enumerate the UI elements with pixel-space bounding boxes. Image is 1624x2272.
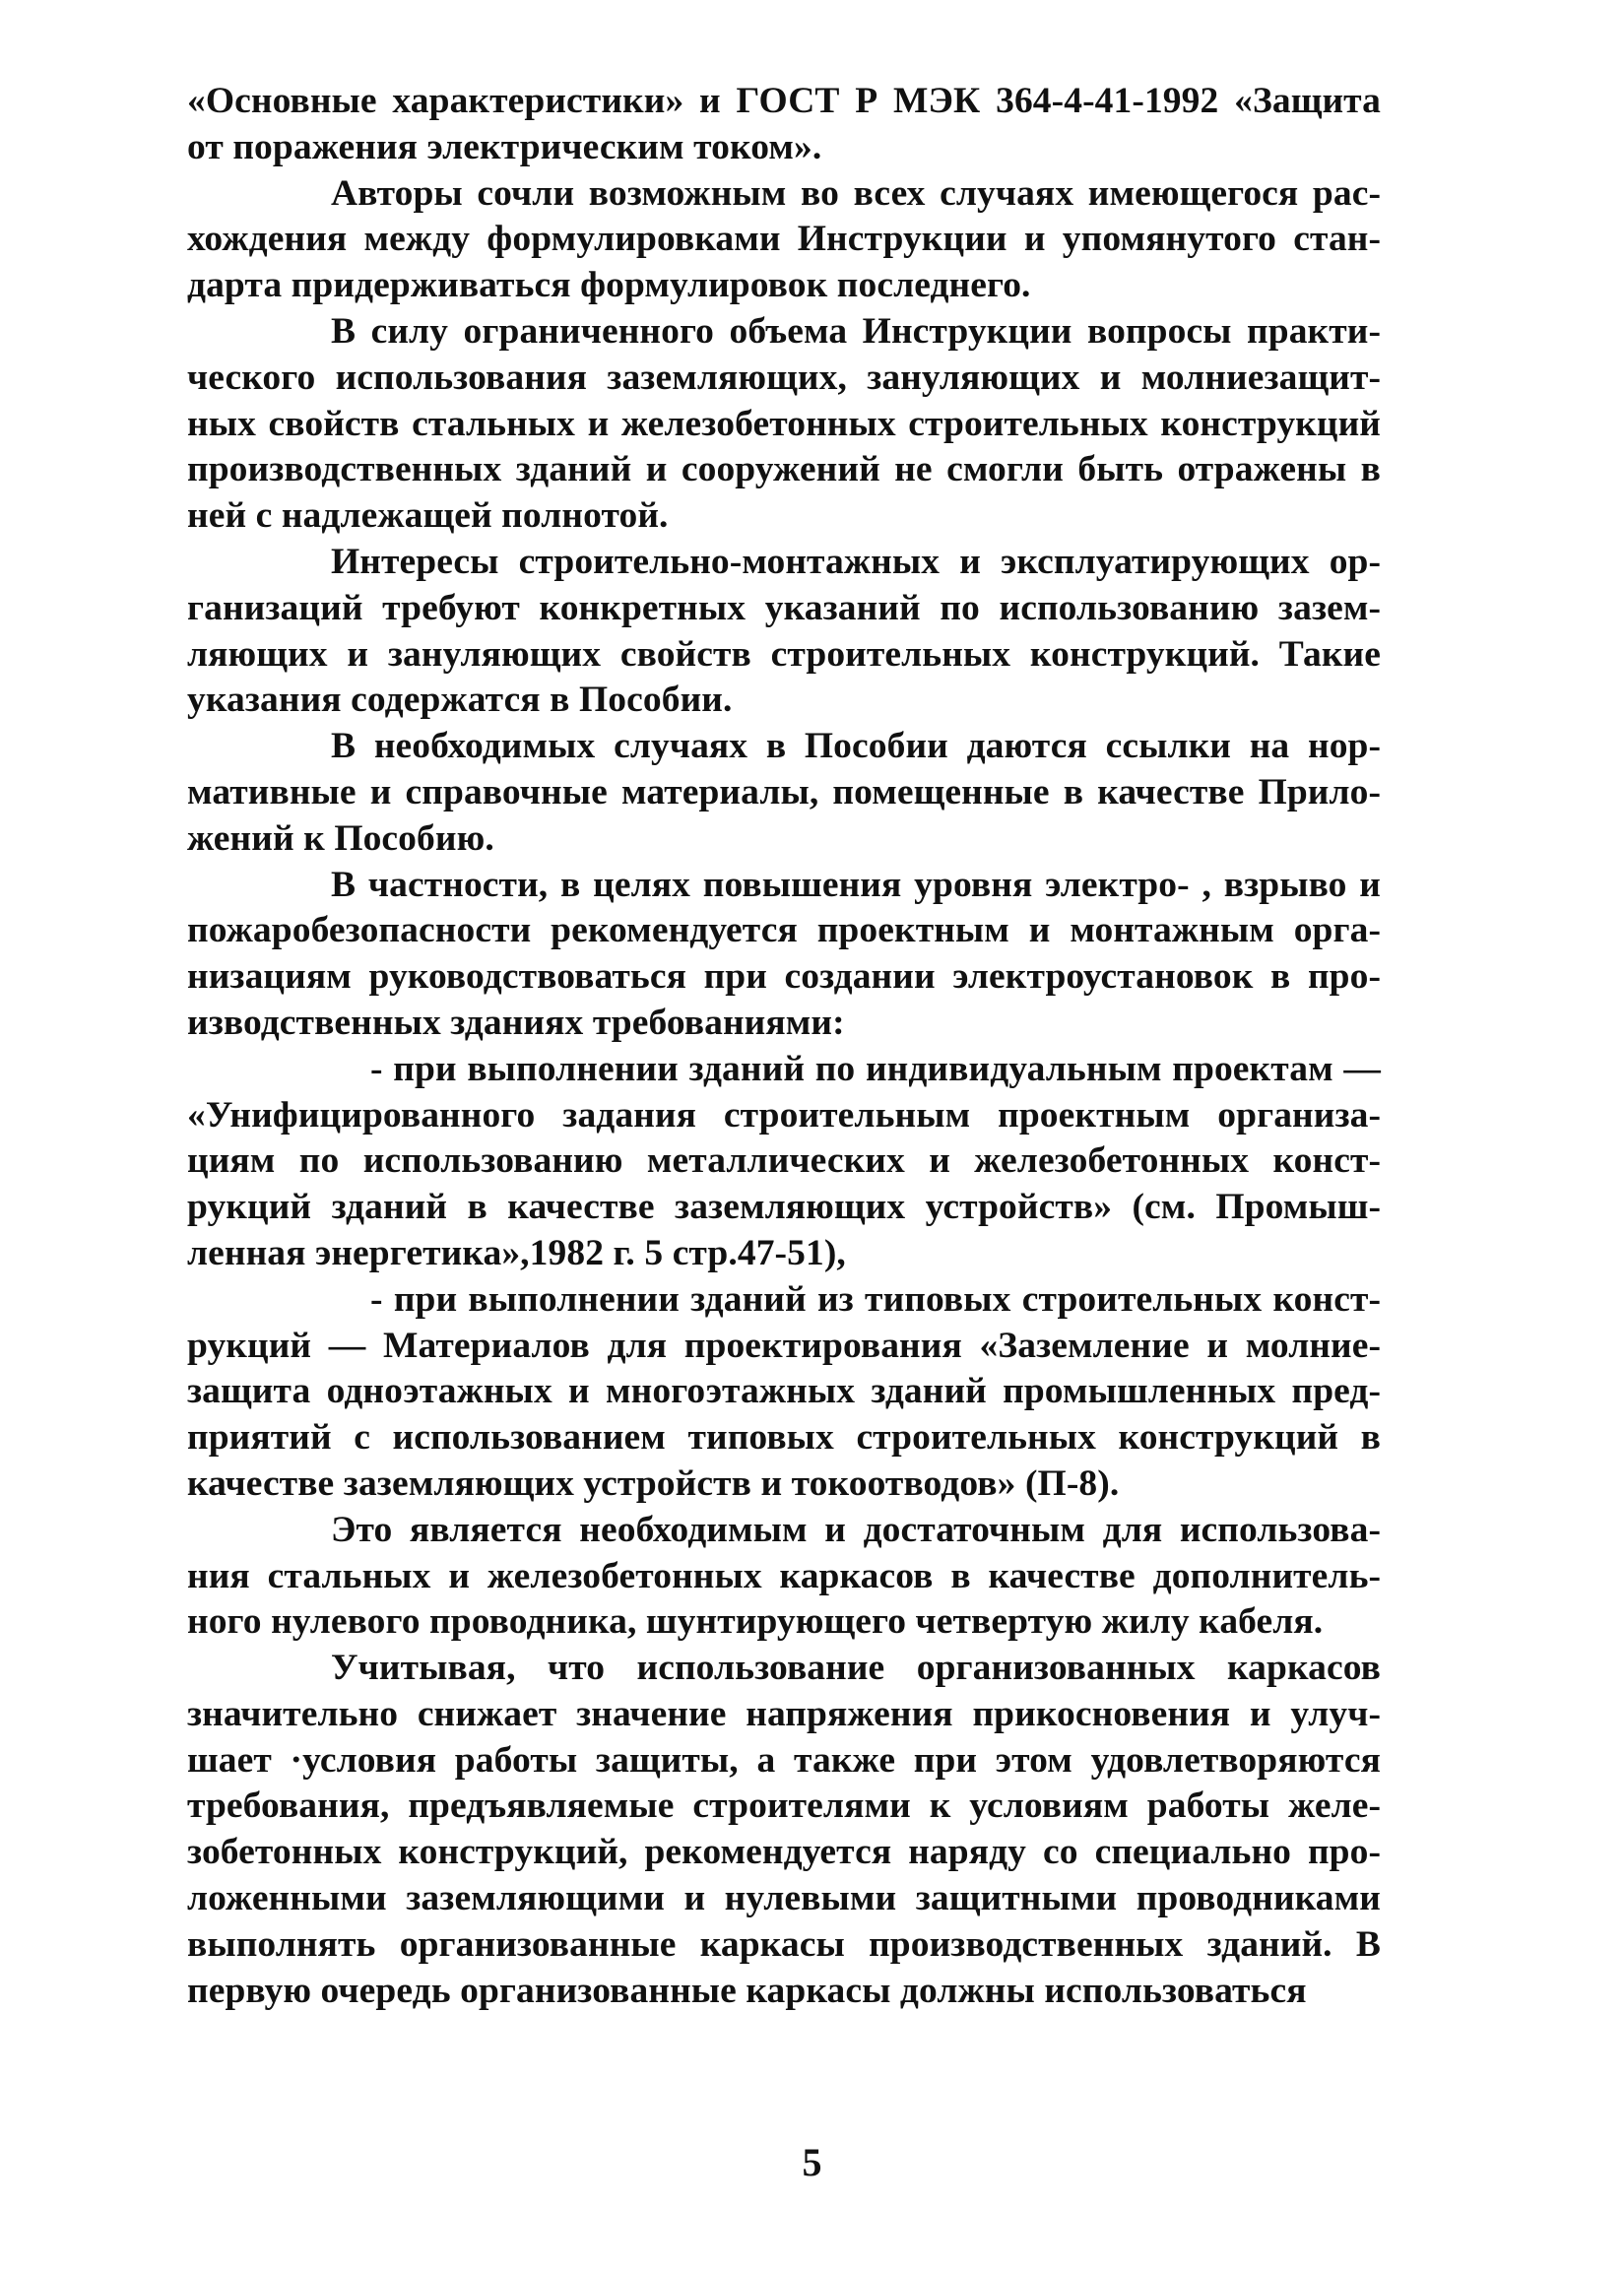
list-item-typical-constructions: - при выполнении зданий из типовых строительных конструкций — Материалов для проектирования «Заземление и молниезащита одноэтажных и многоэтажных зданий промышленных предприятий с использованием типовых строительных конструкций в качестве заземляющих устройств и токоотводов» (П-8). bbox=[187, 1278, 1381, 1504]
paragraph-references: В необходимых случаях в Пособии даются ссылки на нормативные и справочные материалы, помещенные в качестве Приложений к Пособию. bbox=[187, 726, 1381, 859]
paragraph-sufficiency: Это является необходимым и достаточным для использования стальных и железобетонных каркасов в качестве дополнительного нулевого проводника, шунтирующего четвертую жилу кабеля. bbox=[187, 1509, 1381, 1643]
paragraph-interests: Интересы строительно-монтажных и эксплуатирующих организаций требуют конкретных указаний по использованию заземляющих и зануляющих свойств строительных конструкций. Такие указания содержатся в Пособии. bbox=[187, 541, 1381, 721]
paragraph-authors: Авторы сочли возможным во всех случаях имеющегося расхождения между формулировками Инструкции и упомянутого стандарта придерживаться формулировок последнего. bbox=[187, 172, 1381, 306]
page-number: 5 bbox=[802, 2140, 822, 2184]
paragraph-gost-reference: «Основные характеристики» и ГОСТ Р МЭК 364-4-41-1992 «Защита от поражения электрическим током». bbox=[187, 81, 1381, 167]
paragraph-limited-scope: В силу ограниченного объема Инструкции вопросы практического использования заземляющих, зануляющих и молниезащитных свойств стальных и железобетонных строительных конструкций производственных зданий и сооружений не смогли быть отражены в ней с надлежащей полнотой. bbox=[187, 310, 1381, 537]
body-text bbox=[187, 79, 1381, 2014]
list-item-individual-projects: - при выполнении зданий по индивидуальным проектам — «Унифицированного задания строительным проектным организациям по использованию металлических и железобетонных конструкций зданий в качестве заземляющих устройств» (см. Промышленная энергетика»,1982 г. 5 стр.47-51), bbox=[187, 1048, 1381, 1273]
paragraph-recommendations: В частности, в целях повышения уровня электро- , взрыво и пожаробезопасности рекомендуется проектным и монтажным организациям руководствоваться при создании электроустановок в производственных зданиях требованиями: bbox=[187, 864, 1381, 1043]
paragraph-organized-frames: Учитывая, что использование организованных каркасов значительно снижает значение напряжения прикосновения и улучшает ·условия работы защиты, а также при этом удовлетворяются требования, предъявляемые строителями к условиям работы железобетонных конструкций, рекомендуется наряду со специально проложенными заземляющими и нулевыми защитными проводниками выполнять организованные каркасы производственных зданий. В первую очередь организованные каркасы должны использоваться bbox=[187, 1648, 1381, 2011]
